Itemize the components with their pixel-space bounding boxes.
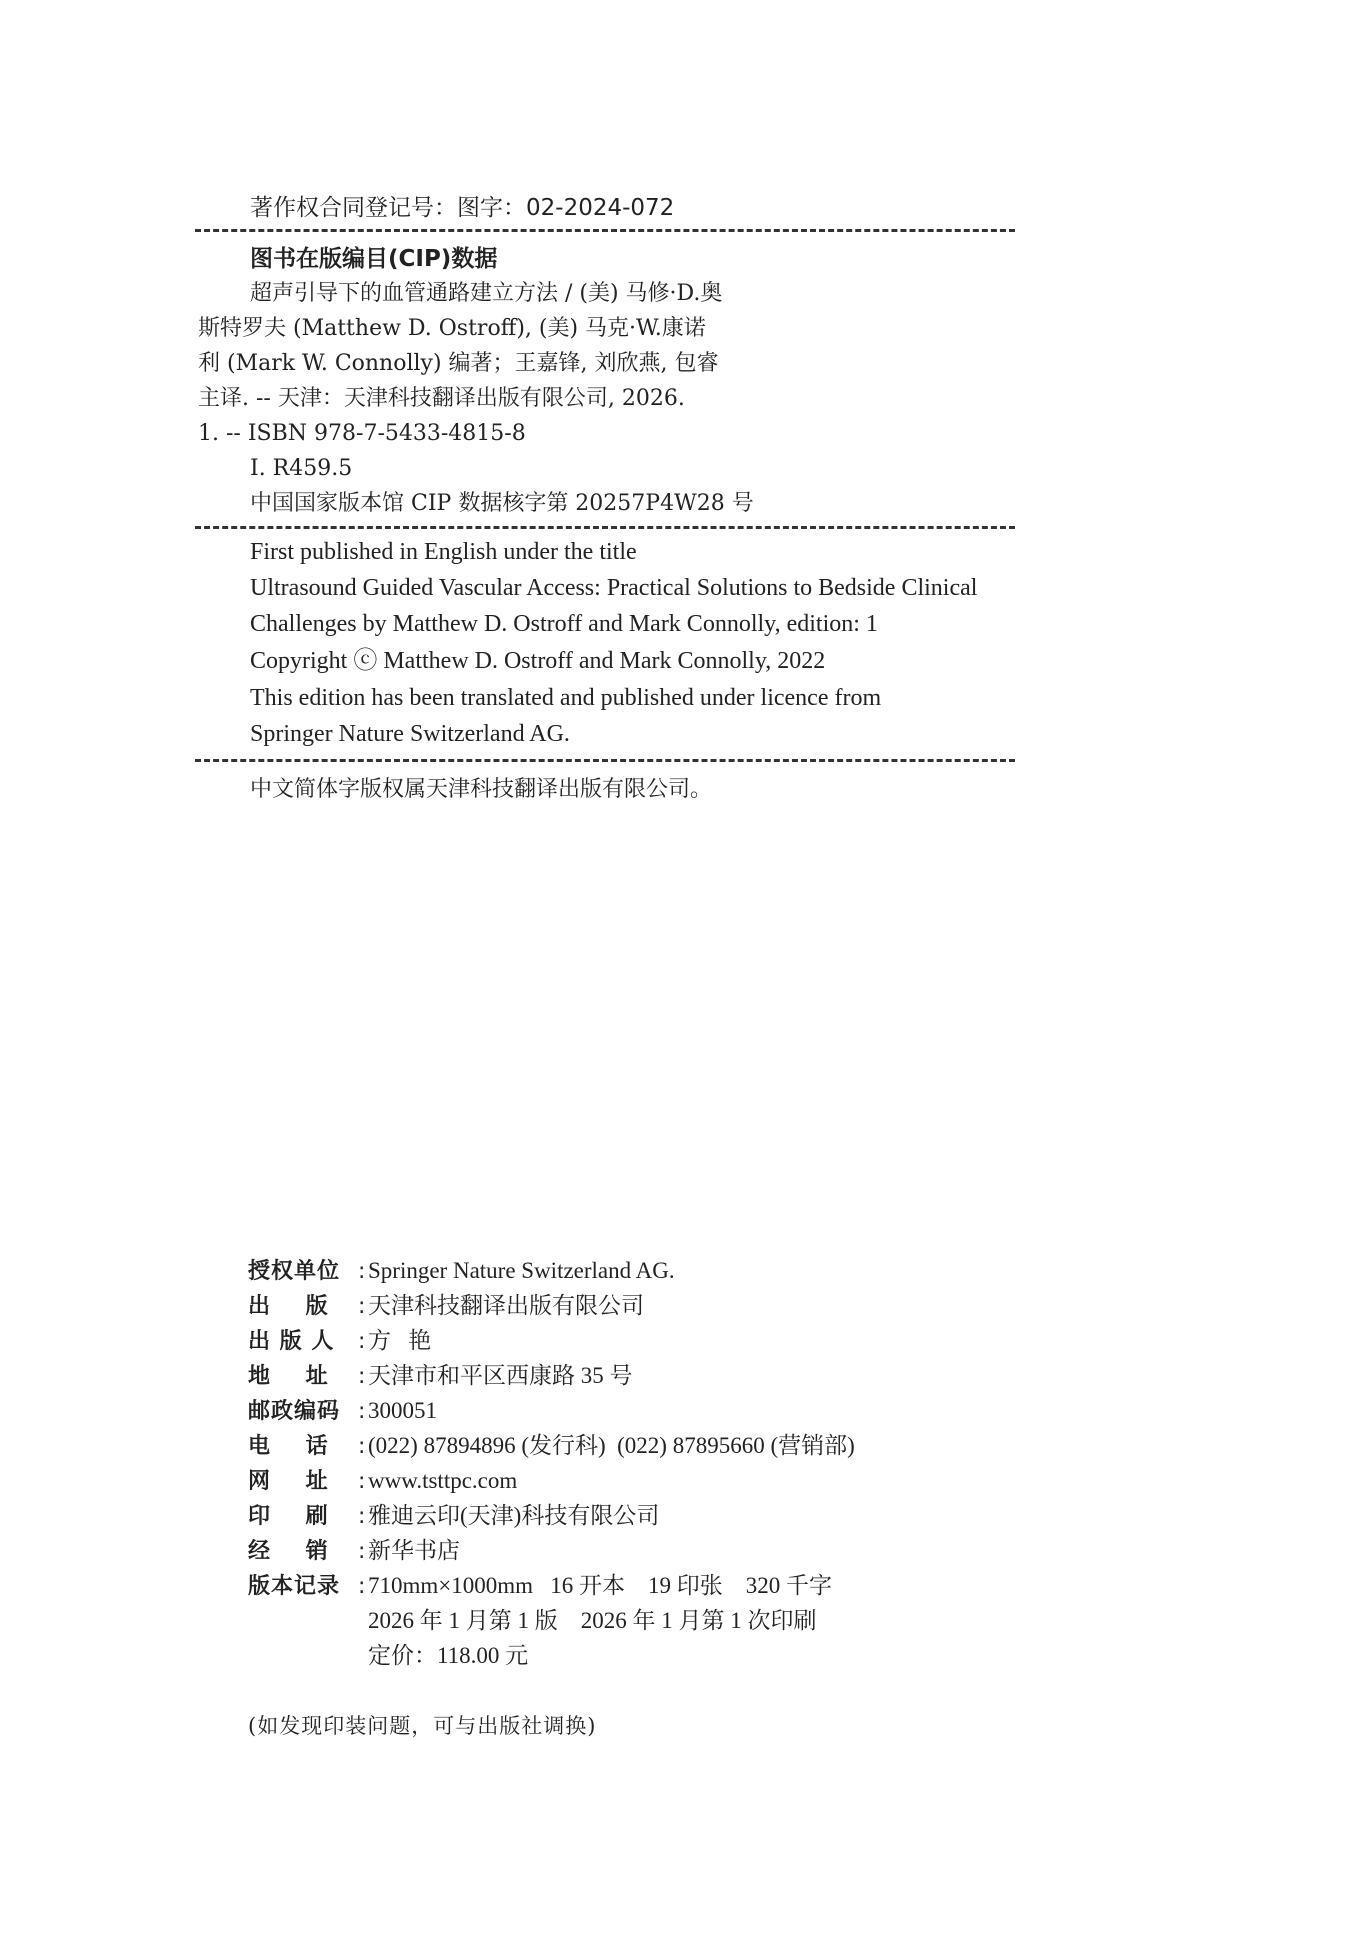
info-row-printer <box>248 1501 659 1531</box>
info-label: 邮政编码 <box>248 1399 341 1424</box>
cip-line: 1. -- ISBN 978-7-5433-4815-8 <box>198 421 526 446</box>
english-notice-line: Ultrasound Guided Vascular Access: Practical Solutions to Bedside Clinical <box>250 575 978 601</box>
english-notice-line: Copyright ⓒ Matthew D. Ostroff and Mark Connolly, 2022 <box>250 648 826 674</box>
english-notice-line: This edition has been translated and published under licence from <box>250 685 882 711</box>
footer-note: (如发现印装问题，可与出版社调换) <box>248 1714 597 1738</box>
cip-number: 中国国家版本馆 CIP 数据核字第 20257P4W28 号 <box>250 491 754 516</box>
colon: : <box>358 1539 366 1564</box>
info-label: 版本记录 <box>248 1574 341 1599</box>
divider <box>195 526 1015 529</box>
info-value: www.tsttpc.com <box>368 1468 518 1493</box>
colon: : <box>358 1364 366 1389</box>
colon: : <box>358 1574 366 1599</box>
colon: : <box>358 1399 366 1424</box>
info-value: 新华书店 <box>368 1538 460 1563</box>
cip-line: 斯特罗夫 (Matthew D. Ostroff), (美) 马克·W.康诺 <box>198 316 706 341</box>
info-value: 天津科技翻译出版有限公司 <box>368 1293 644 1318</box>
cip-line: 主译. -- 天津：天津科技翻译出版有限公司, 2026. <box>198 386 685 411</box>
info-value: Springer Nature Switzerland AG. <box>368 1258 675 1283</box>
colon: : <box>358 1504 366 1529</box>
cip-line: 利 (Mark W. Connolly) 编著；王嘉锋, 刘欣燕, 包睿 <box>198 351 719 376</box>
copyright-registration-number: 著作权合同登记号：图字：02-2024-072 <box>250 195 675 221</box>
info-value: 天津市和平区西康路 35 号 <box>368 1363 633 1388</box>
cip-line: 超声引导下的血管通路建立方法 / (美) 马修·D.奥 <box>250 281 723 306</box>
colon: : <box>358 1259 366 1284</box>
info-row-edition-record <box>248 1571 832 1601</box>
cip-heading: 图书在版编目(CIP)数据 <box>250 246 498 272</box>
edition-printing-line: 2026 年 1 月第 1 版 2026 年 1 月第 1 次印刷 <box>368 1608 817 1633</box>
info-value: (022) 87894896 (发行科) (022) 87895660 (营销部) <box>368 1433 855 1458</box>
info-label: 经 销 <box>248 1539 329 1564</box>
divider <box>195 229 1015 232</box>
english-notice-line: Challenges by Matthew D. Ostroff and Mark Connolly, edition: 1 <box>250 611 878 637</box>
cip-classification: Ⅰ. R459.5 <box>250 456 353 481</box>
info-label: 出 版 人 <box>248 1329 335 1354</box>
info-label: 印 刷 <box>248 1504 329 1529</box>
divider <box>195 759 1015 762</box>
info-label: 地 址 <box>248 1364 329 1389</box>
colon: : <box>358 1294 366 1319</box>
info-value: 710mm×1000mm 16 开本 19 印张 320 千字 <box>368 1573 833 1598</box>
chinese-rights-statement: 中文简体字版权属天津科技翻译出版有限公司。 <box>250 777 713 802</box>
info-row-address <box>248 1361 633 1391</box>
colon: : <box>358 1469 366 1494</box>
info-value: 雅迪云印(天津)科技有限公司 <box>368 1503 660 1528</box>
info-label: 授权单位 <box>248 1259 341 1284</box>
info-value: 300051 <box>368 1398 437 1423</box>
info-label: 电 话 <box>248 1434 329 1459</box>
colon: : <box>358 1434 366 1459</box>
info-label: 网 址 <box>248 1469 329 1494</box>
info-label: 出 版 <box>248 1294 329 1319</box>
info-value: 方 艳 <box>368 1328 432 1353</box>
english-notice-line: First published in English under the title <box>250 539 637 565</box>
colon: : <box>358 1329 366 1354</box>
info-row-publisher-person <box>248 1326 431 1356</box>
info-row-publisher <box>248 1291 644 1321</box>
info-row-website <box>248 1466 517 1496</box>
price: 定价：118.00 元 <box>368 1643 529 1668</box>
info-row-postcode <box>248 1396 437 1426</box>
info-row-licensor <box>248 1256 675 1286</box>
info-row-distributor <box>248 1536 460 1566</box>
english-notice-line: Springer Nature Switzerland AG. <box>250 721 570 747</box>
info-row-phone <box>248 1431 855 1461</box>
